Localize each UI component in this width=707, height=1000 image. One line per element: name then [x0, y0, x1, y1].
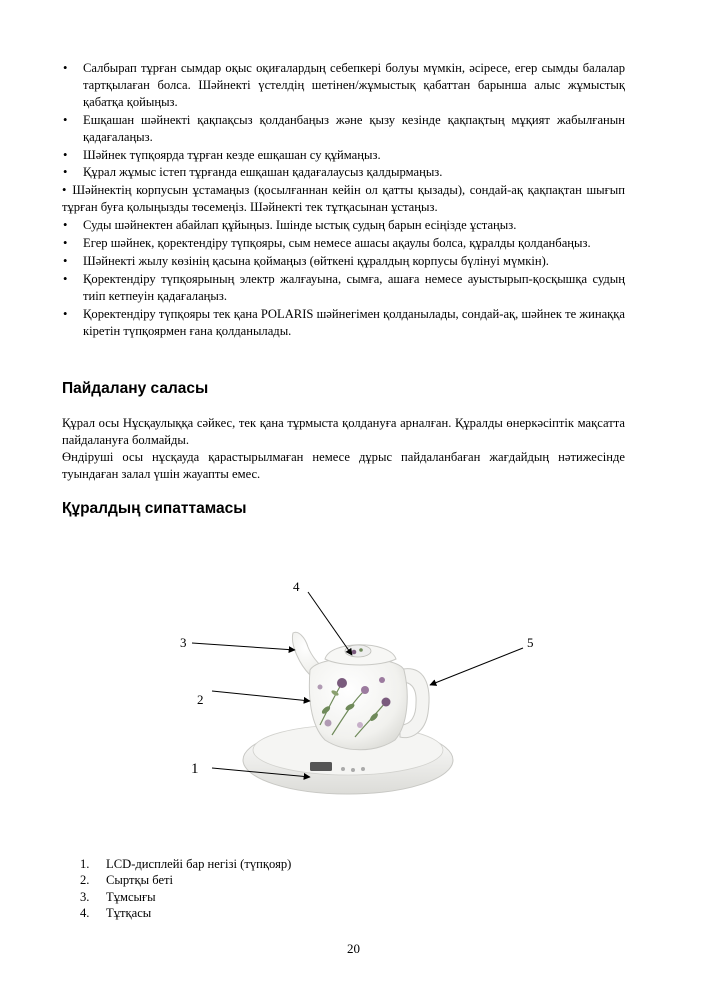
- lcd-display: [310, 762, 332, 771]
- safety-item: [62, 306, 625, 340]
- bullet-icon: •: [63, 147, 68, 162]
- callout-label-1: 1: [191, 761, 199, 777]
- parts-item-number: 3.: [80, 889, 90, 904]
- bullet-icon: •: [63, 271, 68, 286]
- safety-item: [62, 253, 625, 270]
- bullet-icon: •: [62, 183, 67, 198]
- safety-item: [62, 235, 625, 252]
- callout-arrow: [192, 643, 295, 650]
- base-button: [361, 767, 365, 771]
- safety-item: [62, 112, 625, 146]
- bullet-icon: •: [63, 218, 68, 233]
- safety-item-text: Қоректендіру түпқояры тек қана POLARIS шәйнегімен қолданылады, сондай-ақ, шәйнек те жинаққа кіретін түпқоярмен ғана қолданылады.: [83, 306, 625, 338]
- parts-list-item: [62, 872, 291, 888]
- safety-item-text: Қоректендіру түпқоярының электр жалғауына, сымға, ашаға немесе ауыстырып-қосқышқа судың тиіп кетпеуін қадағалаңыз.: [83, 271, 625, 303]
- parts-item-label: Тұмсығы: [106, 889, 156, 904]
- usage-section-heading: Пайдалану саласы: [62, 380, 209, 397]
- page-number: 20: [347, 941, 360, 956]
- safety-item-text: Суды шәйнектен абайлап құйыңыз. Ішінде ыстық судың барын есіңізде ұстаңыз.: [83, 218, 517, 233]
- callout-arrow: [308, 592, 352, 655]
- safety-item-text: Құрал жұмыс істеп тұрғанда ешқашан қадағалаусыз қалдырмаңыз.: [83, 165, 443, 180]
- parts-item-label: LCD-дисплейі бар негізі (түпқояр): [106, 857, 292, 871]
- parts-item-number: 2.: [80, 873, 90, 888]
- safety-item: [62, 164, 625, 181]
- parts-list-item: [62, 889, 291, 905]
- callout-arrow: [430, 648, 523, 685]
- kettle-illustration: [160, 575, 560, 815]
- safety-item-text: Шәйнек түпқоярда тұрған кезде ешқашан су құймаңыз.: [83, 147, 381, 162]
- parts-item-label: Сыртқы беті: [106, 873, 174, 888]
- safety-item: [62, 217, 625, 234]
- base-button: [341, 767, 345, 771]
- safety-item: [62, 182, 625, 216]
- safety-item: [62, 147, 625, 164]
- safety-item-text: Салбырап тұрған сымдар оқыс оқиғалардың себепкері болуы мүмкін, әсіресе, егер сымды балалар тартқылаған болса. Шәйнекті үстелдің шетінен/жұмыстық қабаттан барынша алыс жұмыстық қабатқа қойыңыз.: [83, 61, 625, 109]
- liability-paragraph: Өндіруші осы нұсқауда қарастырылмаған немесе дұрыс пайдаланбаған жағдайдың нәтижесінде туындаған залал үшін жауапты емес.: [62, 450, 625, 481]
- callout-label-4: 4: [293, 579, 300, 594]
- bullet-icon: •: [63, 112, 68, 127]
- parts-item-number: 1.: [80, 857, 90, 871]
- callout-arrow: [212, 691, 310, 701]
- parts-list: [62, 856, 291, 921]
- parts-item-label: Тұтқасы: [106, 905, 152, 920]
- usage-paragraph: Құрал осы Нұсқаулыққа сәйкес, тек қана тұрмыста қолдануға арналған. Құралды өнеркәсіптік мақсатта пайдалануға болмайды.: [62, 416, 625, 447]
- safety-instructions-list: [62, 60, 625, 341]
- bullet-icon: •: [63, 61, 68, 75]
- safety-item-text: Ешқашан шәйнекті қақпақсыз қолданбаңыз және қызу кезінде қақпақтың мұқият жабылғанын қадағалаңыз.: [83, 112, 625, 144]
- kettle-body: [309, 658, 407, 750]
- parts-item-number: 4.: [80, 905, 90, 920]
- safety-item-text: Шәйнекті жылу көзінің қасына қоймаңыз (өйткені құралдың корпусы бүлінуі мүмкін).: [83, 253, 549, 268]
- parts-list-item: [62, 856, 291, 872]
- safety-item-text: Егер шәйнек, қоректендіру түпқояры, сым немесе ашасы ақаулы болса, құралды қолданбаңыз.: [83, 236, 591, 251]
- callout-label-2: 2: [197, 692, 204, 707]
- callout-label-3: 3: [180, 635, 187, 650]
- description-section-heading: Құралдың сипаттамасы: [62, 500, 247, 517]
- safety-item-text: Шәйнектің корпусын ұстамаңыз (қосылғаннан кейін ол қатты қызады), сондай-ақ қақпақтан шығып тұрған буға қолыңызды төсемеңіз. Шәйнекті тек тұтқасынан ұстаңыз.: [62, 183, 625, 215]
- safety-item: [62, 271, 625, 305]
- kettle-figure: [160, 575, 560, 815]
- safety-item: [62, 60, 625, 111]
- bullet-icon: •: [63, 306, 68, 321]
- bullet-icon: •: [63, 253, 68, 268]
- parts-list-item: [62, 905, 291, 921]
- bullet-icon: •: [63, 236, 68, 251]
- bullet-icon: •: [63, 165, 68, 180]
- callout-label-5: 5: [527, 635, 534, 650]
- base-button: [351, 768, 355, 772]
